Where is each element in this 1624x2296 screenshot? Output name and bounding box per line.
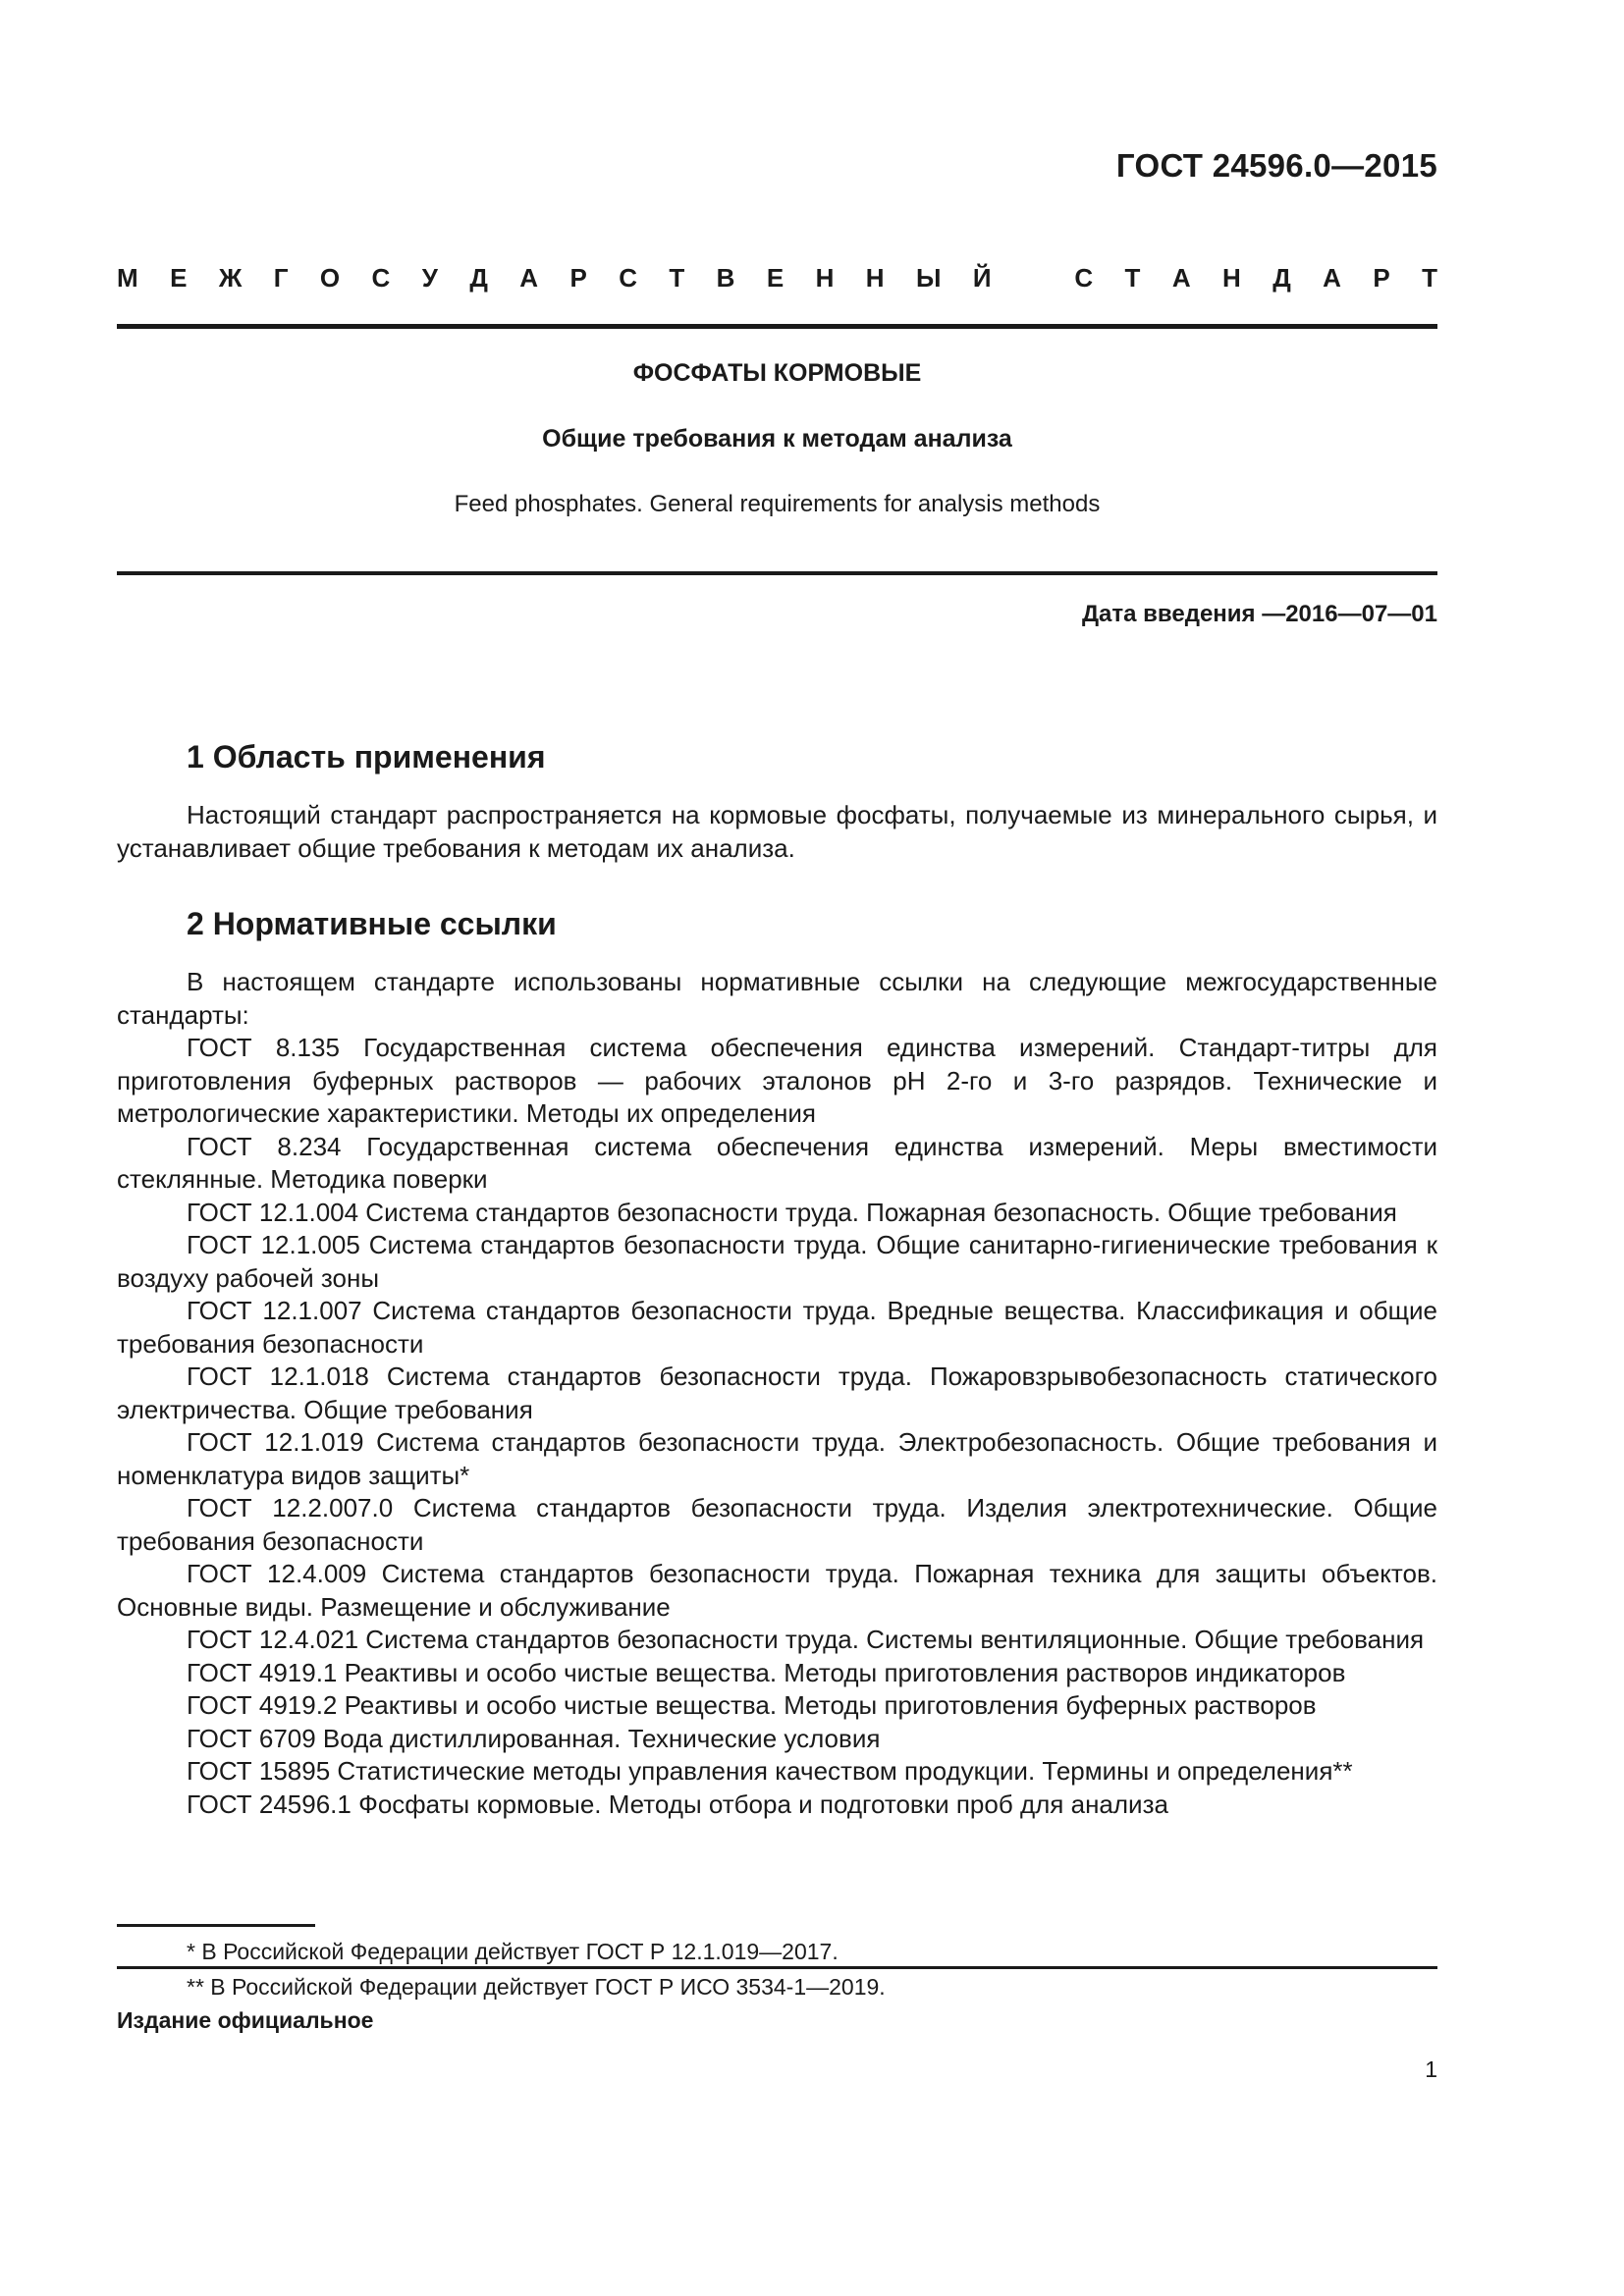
section-2-intro: В настоящем стандарте использованы нормативные ссылки на следующие межгосударственные стандарты:: [117, 967, 1437, 1030]
standard-number: ГОСТ 24596.0—2015: [1115, 147, 1437, 184]
standard-type-letter: М: [117, 263, 138, 293]
reference-item: ГОСТ 12.1.005 Система стандартов безопасности труда. Общие санитарно-гигиенические требования к воздуху рабочей зоны: [117, 1230, 1437, 1293]
standard-type-letter: С: [619, 263, 637, 293]
reference-item: ГОСТ 12.1.007 Система стандартов безопасности труда. Вредные вещества. Классификация и общие требования безопасности: [117, 1296, 1437, 1359]
standard-type-letter: А: [519, 263, 539, 293]
standard-type-letter: Р: [569, 263, 587, 293]
footnote-2: ** В Российской Федерации действует ГОСТ Р ИСО 3534-1—2019.: [187, 1974, 886, 2000]
document-subtitle: Общие требования к методам анализа: [542, 425, 1012, 453]
standard-type-letter: У: [421, 263, 438, 293]
reference-item: ГОСТ 12.4.021 Система стандартов безопасности труда. Системы вентиляционные. Общие требования: [187, 1625, 1425, 1654]
reference-item: ГОСТ 4919.1 Реактивы и особо чистые вещества. Методы приготовления растворов индикаторов: [187, 1657, 1346, 1687]
section-2-heading: 2 Нормативные ссылки: [187, 906, 557, 941]
reference-item: ГОСТ 24596.1 Фосфаты кормовые. Методы отбора и подготовки проб для анализа: [187, 1789, 1168, 1819]
standard-type-letter: Т: [669, 263, 685, 293]
reference-item: ГОСТ 8.234 Государственная система обеспечения единства измерений. Меры вместимости стеклянные. Методика поверки: [117, 1131, 1437, 1194]
section-1-paragraph: Настоящий стандарт распространяется на кормовые фосфаты, получаемые из минерального сырья, и устанавливает общие требования к методам их анализа.: [117, 800, 1437, 863]
section-2-body: [117, 966, 1437, 1821]
standard-type-letter: Ж: [218, 263, 243, 293]
footnote-divider: [117, 1924, 315, 1927]
standard-type-letter: Ы: [915, 263, 942, 293]
title-divider: [117, 571, 1437, 575]
reference-item: ГОСТ 12.1.004 Система стандартов безопасности труда. Пожарная безопасность. Общие требования: [187, 1197, 1397, 1227]
edition-label: Издание официальное: [117, 2007, 374, 2033]
footnote-1: * В Российской Федерации действует ГОСТ Р 12.1.019—2017.: [187, 1939, 839, 1964]
reference-item: ГОСТ 12.1.018 Система стандартов безопасности труда. Пожаровзрывобезопасность статического электричества. Общие требования: [117, 1362, 1437, 1424]
standard-type-letter: Д: [469, 263, 488, 293]
standard-type-letter: Г: [273, 263, 289, 293]
document-title: ФОСФАТЫ КОРМОВЫЕ: [632, 359, 922, 387]
introduction-date: Дата введения —2016—07—01: [1081, 601, 1437, 627]
reference-item: ГОСТ 12.4.009 Система стандартов безопасности труда. Пожарная техника для защиты объектов. Основные виды. Размещение и обслуживание: [117, 1559, 1437, 1622]
standard-type-letter: А: [1171, 263, 1191, 293]
document-title-english: Feed phosphates. General requirements for analysis methods: [454, 491, 1101, 517]
standard-type-letter: Н: [815, 263, 835, 293]
reference-item: ГОСТ 8.135 Государственная система обеспечения единства измерений. Стандарт-титры для приготовления буферных растворов — рабочих эталонов pH 2-го и 3-го разрядов. Технические и метрологические характеристики. Методы их определения: [117, 1033, 1437, 1128]
standard-type-heading: [117, 263, 1437, 294]
standard-type-letter: Н: [1222, 263, 1241, 293]
standard-type-letter: Р: [1373, 263, 1390, 293]
standard-type-letter: Д: [1272, 263, 1291, 293]
section-1-body: [117, 799, 1437, 865]
standard-type-letter: Т: [1124, 263, 1141, 293]
top-divider: [117, 324, 1437, 329]
reference-item: ГОСТ 12.2.007.0 Система стандартов безопасности труда. Изделия электротехнические. Общие требования безопасности: [117, 1493, 1437, 1556]
standard-type-letter: С: [371, 263, 391, 293]
reference-item: ГОСТ 4919.2 Реактивы и особо чистые вещества. Методы приготовления буферных растворов: [187, 1690, 1317, 1720]
reference-item: ГОСТ 12.1.019 Система стандартов безопасности труда. Электробезопасность. Общие требования и номенклатура видов защиты*: [117, 1427, 1437, 1490]
standard-type-letter: Е: [170, 263, 188, 293]
reference-item: ГОСТ 6709 Вода дистиллированная. Технические условия: [187, 1723, 881, 1753]
standard-type-letter: В: [716, 263, 735, 293]
standard-type-letter: С: [1074, 263, 1094, 293]
word-gap: [1023, 263, 1043, 294]
standard-type-letter: Е: [766, 263, 785, 293]
standard-type-letter: Н: [865, 263, 885, 293]
footer-divider: [117, 1966, 1437, 1969]
standard-type-letter: Й: [972, 263, 992, 293]
standard-type-letter: А: [1323, 263, 1341, 293]
page-number: 1: [1425, 2056, 1437, 2082]
section-1-heading: 1 Область применения: [187, 739, 546, 774]
standard-type-letter: Т: [1422, 263, 1437, 293]
reference-item: ГОСТ 15895 Статистические методы управления качеством продукции. Термины и определения**: [187, 1756, 1353, 1786]
standard-type-letter: О: [319, 263, 341, 293]
